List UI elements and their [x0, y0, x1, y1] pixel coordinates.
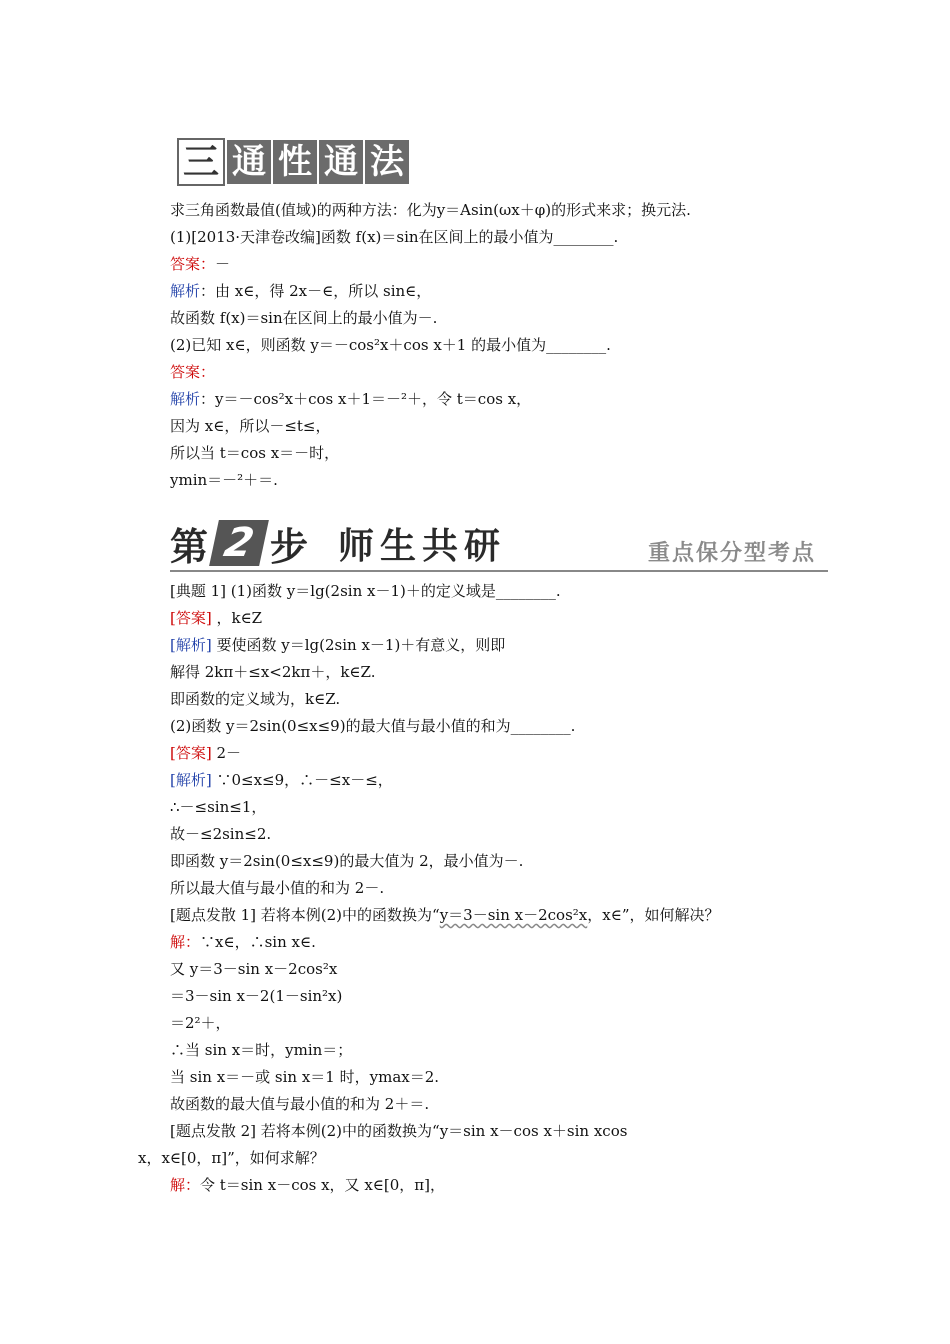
banner-char: 性 — [273, 140, 317, 184]
banner-char: 通 — [227, 140, 271, 184]
text-run: 令 t＝sin x－cos x，又 x∈[0，π]， — [200, 1176, 445, 1194]
text-run: 即函数的定义域为，k∈Z. — [170, 690, 341, 708]
text-run: 故－≤2sin≤2. — [170, 825, 272, 843]
section-banner-general-method — [177, 138, 409, 186]
text-line — [170, 359, 820, 386]
text-line — [170, 578, 820, 605]
text-line — [170, 767, 820, 794]
text-run: ，x∈”，如何解决？ — [587, 906, 720, 924]
text-line — [170, 713, 820, 740]
text-run: ＝3－sin x－2(1－sin²x) — [170, 987, 343, 1005]
text-run: 2－ — [211, 744, 242, 762]
text-line — [170, 956, 820, 983]
general-method-content — [170, 197, 820, 494]
text-line — [170, 197, 820, 224]
text-line — [170, 305, 820, 332]
text-run: 因为 x∈，所以－≤t≤， — [170, 417, 331, 435]
text-line — [170, 902, 820, 929]
text-run: ∴当 sin x＝时，ymin＝； — [170, 1041, 353, 1059]
text-line — [170, 1037, 820, 1064]
text-run: 故函数的最大值与最小值的和为 2＋＝. — [170, 1095, 430, 1113]
answer-label: [答案] — [170, 609, 212, 627]
answer-label: 答案： — [170, 363, 216, 381]
text-line — [170, 821, 820, 848]
text-run: [题点发散 2] 若将本例(2)中的函数换为“y＝sin x－cos x＋sin xcos — [170, 1122, 628, 1140]
text-run: (2)已知 x∈，则函数 y＝－cos²x＋cos x＋1 的最小值为________. — [170, 336, 611, 354]
text-run: [题点发散 1] 若将本例(2)中的函数换为“ — [170, 906, 440, 924]
text-run: 所以最大值与最小值的和为 2－. — [170, 879, 385, 897]
text-run: ∵0≤x≤9，∴－≤x－≤， — [211, 771, 393, 789]
answer-label: 解： — [170, 1176, 201, 1194]
text-run: 要使函数 y＝lg(2sin x－1)＋有意义，则即 — [211, 636, 506, 654]
banner-char: 通 — [319, 140, 363, 184]
text-run: － — [215, 255, 231, 273]
text-run: (1)[2013·天津卷改编]函数 f(x)＝sin在区间上的最小值为________. — [170, 228, 619, 246]
text-line — [170, 1118, 820, 1145]
step-prefix: 第 — [170, 524, 209, 569]
text-run: [典题 1] (1)函数 y＝lg(2sin x－1)＋的定义域是________. — [170, 582, 561, 600]
step-heading — [170, 518, 506, 568]
text-line — [170, 794, 820, 821]
text-line — [170, 659, 820, 686]
analysis-label: [解析] — [170, 636, 212, 654]
text-line — [170, 1172, 820, 1199]
text-run: ：y＝－cos²x＋cos x＋1＝－²＋，令 t＝cos x， — [200, 390, 532, 408]
text-line — [170, 332, 820, 359]
analysis-label: [解析] — [170, 771, 212, 789]
answer-label: 答案： — [170, 255, 216, 273]
analysis-label: 解析 — [170, 282, 201, 300]
step-subtitle: 重点保分型考点 — [647, 541, 816, 566]
text-line — [170, 1010, 820, 1037]
text-line — [170, 875, 820, 902]
heading-rule — [170, 570, 828, 572]
text-run: (2)函数 y＝2sin(0≤x≤9)的最大值与最小值的和为________. — [170, 717, 576, 735]
text-run: ＝2²＋， — [170, 1014, 231, 1032]
section-banner-step2 — [170, 518, 828, 574]
text-line — [170, 1091, 820, 1118]
text-run: ymin＝－²＋＝. — [170, 471, 278, 489]
text-line — [170, 251, 820, 278]
text-line — [170, 848, 820, 875]
step-number: 2 — [209, 520, 269, 566]
answer-label: 解： — [170, 933, 201, 951]
analysis-label: 解析 — [170, 390, 201, 408]
text-line — [170, 740, 820, 767]
examples-content — [138, 578, 820, 1199]
text-line — [170, 686, 820, 713]
text-run: 当 sin x＝－或 sin x＝1 时，ymax＝2. — [170, 1068, 440, 1086]
text-run: ：由 x∈，得 2x－∈，所以 sin∈， — [200, 282, 432, 300]
text-run: 所以当 t＝cos x＝－时， — [170, 444, 340, 462]
text-run: ∴－≤sin≤1， — [170, 798, 267, 816]
text-run: y＝3－sin x－2cos²x — [439, 906, 588, 924]
text-run: 解得 2kπ＋≤x<2kπ＋，k∈Z. — [170, 663, 376, 681]
text-line — [170, 632, 820, 659]
text-run: 即函数 y＝2sin(0≤x≤9)的最大值为 2，最小值为－. — [170, 852, 524, 870]
text-run: 求三角函数最值(值域)的两种方法：化为y＝Asin(ωx＋φ)的形式来求；换元法. — [170, 201, 691, 219]
text-line — [170, 929, 820, 956]
text-run: ∵x∈，∴sin x∈. — [200, 933, 316, 951]
step-suffix: 步 — [270, 524, 309, 569]
text-line — [170, 386, 820, 413]
banner-number: 三 — [177, 138, 225, 186]
text-line — [170, 278, 820, 305]
text-line — [138, 1145, 820, 1172]
step-title: 师生共研 — [338, 525, 507, 567]
text-run: 又 y＝3－sin x－2cos²x — [170, 960, 338, 978]
answer-label: [答案] — [170, 744, 212, 762]
text-line — [170, 1064, 820, 1091]
text-line — [170, 983, 820, 1010]
text-line — [170, 224, 820, 251]
text-line — [170, 413, 820, 440]
text-line — [170, 440, 820, 467]
text-run: ，k∈Z — [211, 609, 263, 627]
text-run: 故函数 f(x)＝sin在区间上的最小值为－. — [170, 309, 438, 327]
text-line — [170, 605, 820, 632]
banner-char: 法 — [365, 140, 409, 184]
text-line — [170, 467, 820, 494]
text-run: x，x∈[0，π]”，如何求解？ — [138, 1149, 325, 1167]
